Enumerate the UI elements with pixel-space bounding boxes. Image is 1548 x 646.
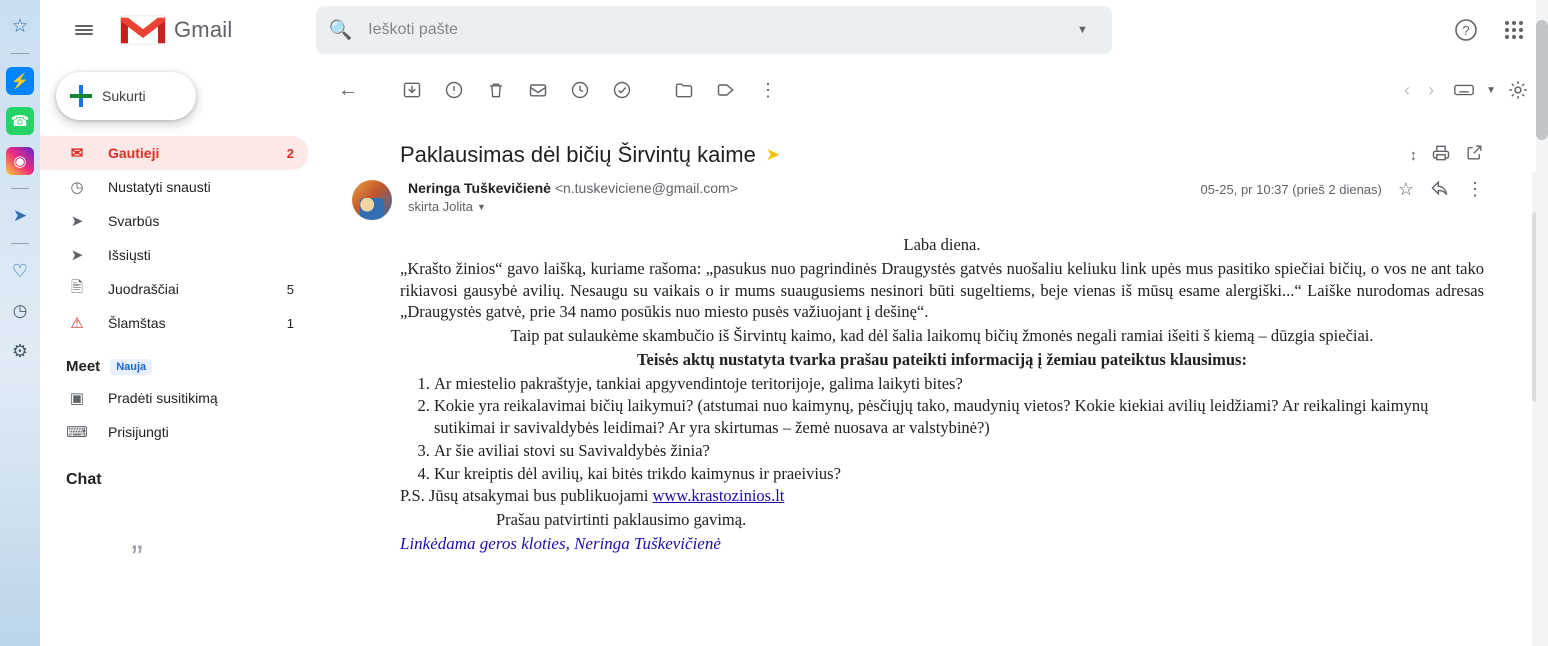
google-apps-icon[interactable]: [1492, 8, 1536, 52]
sidebar-item-label: Pradėti susitikimą: [108, 390, 218, 406]
chat-bubble-glyph: ”: [131, 538, 143, 577]
gmail-logo-area[interactable]: [120, 13, 232, 47]
svg-text:?: ?: [1462, 23, 1470, 38]
sender-meta: [408, 180, 738, 220]
sidebar-item-drafts[interactable]: [40, 272, 308, 306]
search-options-icon[interactable]: ▼: [1077, 24, 1088, 36]
sidebar-item-label: Svarbūs: [108, 213, 160, 229]
instagram-icon[interactable]: ◉: [6, 147, 34, 175]
messenger-icon[interactable]: ⚡: [6, 67, 34, 95]
sidebar-item-label: Šlamštas: [108, 315, 166, 331]
divider: [11, 188, 29, 189]
meet-section-header: [40, 340, 320, 381]
sidebar-item-count: 5: [286, 281, 294, 297]
website-link[interactable]: www.krastozinios.lt: [652, 486, 785, 506]
delete-icon[interactable]: [476, 70, 516, 110]
next-page-button[interactable]: ›: [1428, 79, 1435, 100]
paragraph-1: „Krašto žinios“ gavo laišką, kuriame rašoma: „pasukus nuo pagrindinės Draugystės gatvės nuošaliu keliuku link upės mus pasitiko spiečiai bičių, o vos ne ant tako rikiavosi gausybė avilių. Nesaugu su vaikais o ir mums suaugusiems nesinori būti sugeltiems, beje vienas iš mūsų esame alergiški...“ Laiške nurodomas adresas „Draugystės gatvė, prie 34 namo posūkis nuo miesto pusės važiuojant į dešinę“.: [400, 258, 1484, 322]
chat-title: Chat: [66, 471, 102, 488]
sidebar-item-join-meeting[interactable]: [40, 415, 308, 449]
divider: [11, 53, 29, 54]
star-icon[interactable]: ☆: [11, 15, 29, 37]
greeting-text: Laba diena.: [903, 235, 981, 254]
chevron-down-icon[interactable]: ▼: [1486, 84, 1496, 96]
settings-gear-icon[interactable]: [1498, 70, 1538, 110]
important-marker-icon[interactable]: ➤: [765, 145, 781, 164]
sender-line: [408, 180, 738, 196]
list-item: 4. Kur kreiptis dėl avilių, kai bitės trikdo kaimynus ir praeivius?: [434, 463, 1484, 485]
scrollbar-thumb[interactable]: [1536, 20, 1548, 140]
sender-name: Neringa Tuškevičienė: [408, 180, 551, 196]
compose-label: Sukurti: [102, 88, 146, 104]
more-options-icon[interactable]: ⋮: [1466, 179, 1484, 199]
recipient-label: skirta Jolita: [408, 199, 474, 214]
star-icon[interactable]: ☆: [1397, 179, 1414, 199]
add-to-tasks-icon[interactable]: [602, 70, 642, 110]
archive-icon[interactable]: [392, 70, 432, 110]
date-and-actions: [1200, 178, 1484, 201]
sidebar-item-count: 2: [286, 145, 294, 161]
compose-button[interactable]: [56, 72, 196, 120]
subject-row: [320, 112, 1540, 176]
header-right-actions: [1444, 8, 1536, 52]
divider: [11, 243, 29, 244]
meet-title: Meet: [66, 358, 101, 375]
input-tools-icon[interactable]: [1444, 70, 1484, 110]
help-icon[interactable]: [1444, 8, 1488, 52]
inbox-icon: ✉: [70, 145, 84, 162]
chat-section-header: [40, 449, 320, 495]
spam-icon: ⚠: [70, 315, 84, 332]
toolbar-right-actions: [1396, 70, 1538, 110]
gmail-body: [40, 60, 1548, 646]
sidebar-item-important[interactable]: [40, 204, 308, 238]
sidebar-item-spam[interactable]: [40, 306, 308, 340]
avatar: [352, 180, 392, 220]
email-timestamp: 05-25, pr 10:37 (prieš 2 dienas): [1200, 182, 1382, 197]
sent-icon: ➤: [70, 247, 84, 264]
message-toolbar: [320, 60, 1548, 120]
search-bar[interactable]: [316, 6, 1112, 54]
move-to-icon[interactable]: [664, 70, 704, 110]
email-body: [320, 220, 1540, 555]
list-item: 2. Kokie yra reikalavimai bičių laikymui? (atstumai nuo kaimynų, pėsčiųjų tako, maudynių vietos? Kokie kiekiai avilių leidžiami? Ar reikalingi kaimynų sutikimai ir savivaldybės leidimai? Ar yra skirtumas – žemė nuosava ar valstybinė?): [434, 395, 1484, 439]
sidebar-item-inbox[interactable]: [40, 136, 308, 170]
clock-icon: ◷: [70, 179, 84, 196]
sidebar-item-count: 1: [286, 315, 294, 331]
chevron-down-icon[interactable]: ▼: [477, 201, 486, 212]
ps-text: P.S. Jūsų atsakymai bus publikuojami: [400, 486, 653, 506]
sidebar-item-sent[interactable]: [40, 238, 308, 272]
sidebar-item-label: Nustatyti snausti: [108, 179, 211, 195]
brand-title: Gmail: [174, 17, 233, 42]
sidebar-item-label: Išsiųsti: [108, 247, 151, 263]
more-options-icon[interactable]: ⋮: [759, 79, 777, 100]
confirmation-request: Prašau patvirtinti paklausimo gavimą.: [496, 510, 747, 530]
sidebar-item-label: Prisijungti: [108, 424, 169, 440]
meet-new-badge: Nauja: [110, 359, 152, 375]
whatsapp-icon[interactable]: ☎: [6, 107, 34, 135]
main-menu-icon[interactable]: [62, 8, 106, 52]
sidebar-item-snoozed[interactable]: [40, 170, 308, 204]
signature-text: Linkėdama geros kloties, Neringa Tuškevičienė: [400, 533, 721, 553]
search-icon: 🔍: [328, 20, 353, 41]
back-to-inbox-icon[interactable]: ←: [338, 78, 358, 101]
mark-unread-icon[interactable]: [518, 70, 558, 110]
report-spam-icon[interactable]: [434, 70, 474, 110]
sidebar-item-label: Juodraščiai: [108, 281, 179, 297]
list-item: 3. Ar šie aviliai stovi su Savivaldybės žinia?: [434, 440, 1484, 462]
snooze-icon[interactable]: [560, 70, 600, 110]
paragraph-2: Taip pat sulaukėme skambučio iš Širvintų kaimo, kad dėl šalia laikomų bičių žmonės negali ramiai išeiti š kiemą – dūzgia spiečiai.: [510, 326, 1374, 346]
heart-icon[interactable]: ♡: [11, 260, 29, 281]
gmail-header: [40, 0, 1548, 60]
sidebar-item-start-meeting[interactable]: [40, 381, 308, 415]
print-icon[interactable]: [1431, 143, 1451, 168]
questions-list: [400, 373, 1484, 485]
recipient-line[interactable]: [408, 199, 738, 214]
ps-line: [400, 485, 1484, 507]
video-camera-icon: ▣: [69, 390, 85, 407]
window-scrollbar[interactable]: [1536, 0, 1548, 646]
reply-icon[interactable]: [1430, 178, 1450, 201]
open-in-new-window-icon[interactable]: [1465, 143, 1484, 167]
list-item: 1. Ar miestelio pakraštyje, tankiai apgyvendintoje teritorijoje, galima laikyti bites?: [434, 373, 1484, 395]
plus-icon: [70, 85, 92, 107]
keyboard-icon: ⌨: [66, 424, 88, 441]
gmail-logo-icon: [120, 13, 166, 47]
sidebar-item-label: Gautieji: [108, 145, 160, 161]
labels-icon[interactable]: [706, 70, 746, 110]
chat-bubble-icon[interactable]: [96, 517, 178, 599]
sidebar: [40, 60, 320, 646]
settings-icon[interactable]: ⚙: [11, 340, 29, 361]
search-input[interactable]: [352, 20, 1060, 40]
sender-row: [320, 176, 1540, 220]
clock-icon[interactable]: ◷: [12, 301, 28, 320]
email-reading-pane: [320, 112, 1540, 646]
telegram-icon[interactable]: ➤: [12, 206, 28, 225]
sender-email: <n.tuskeviciene@gmail.com>: [554, 180, 738, 196]
questions-intro: Teisės aktų nustatyta tvarka prašau pateikti informaciją į žemiau pateiktus klausimus:: [637, 349, 1247, 369]
page-title: Paklausimas dėl bičių Širvintų kaime: [400, 142, 756, 167]
drafts-icon: 🖹: [70, 278, 84, 296]
gmail-window: [40, 0, 1548, 646]
main-pane: [320, 60, 1548, 646]
os-dock: [0, 0, 40, 646]
subject-actions: [1410, 143, 1485, 168]
previous-page-button[interactable]: ‹: [1404, 79, 1411, 100]
important-chevron-icon: ➤: [70, 213, 84, 230]
expand-collapse-icon[interactable]: ↕: [1409, 146, 1417, 164]
